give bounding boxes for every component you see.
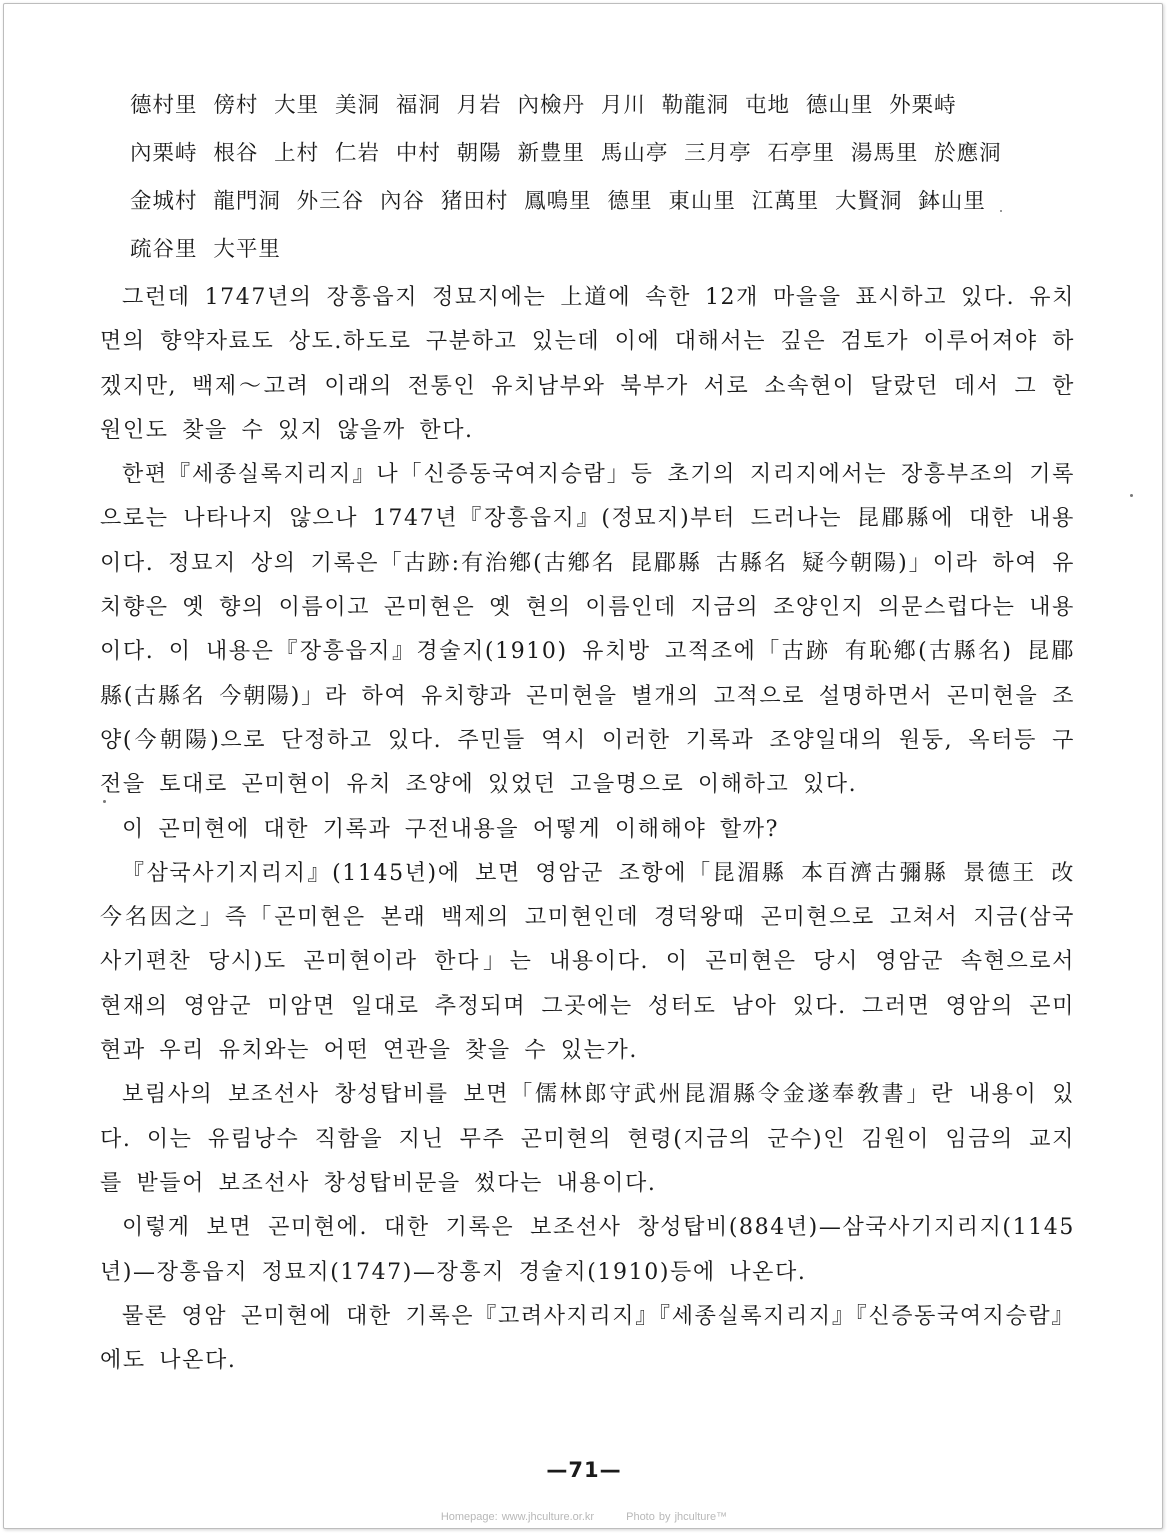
- body-paragraph: 한편『세종실록지리지』나「신증동국여지승람」등 초기의 지리지에서는 장흥부조의 기록으로는 나타나지 않으나 1747년『장흥읍지』(정묘지)부터 드러나는 昆郿縣에 대한 내용이다. 정묘지 상의 기록은「古跡:有治鄕(古鄕名 昆郿縣 古縣名 疑今朝陽)」이라 하여 유치향은 옛 향의 이름이고 곤미현은 옛 현의 이름인데 지금의 조양인지 의문스럽다는 내용이다. 이 내용은『장흥읍지』경술지(1910) 유치방 고적조에「古跡 有恥鄕(古縣名) 昆郿縣(古縣名 今朝陽)」라 하여 유치향과 곤미현을 별개의 고적으로 설명하면서 곤미현을 조양(今朝陽)으로 단정하고 있다. 주민들 역시 이러한 기록과 조양일대의 원둥, 옥터등 구전을 토대로 곤미현이 유치 조양에 있었던 고을명으로 이해하고 있다.: [100, 462, 1075, 798]
- village-name-line: 德村里 傍村 大里 美洞 福洞 月岩 內檢丹 月川 勒龍洞 屯地 德山里 外栗峙: [130, 93, 957, 118]
- village-name-line: 金城村 龍門洞 外三谷 內谷 猪田村 鳳鳴里 德里 東山里 江萬里 大賢洞 鉢山里: [130, 189, 986, 214]
- scan-speck: [1130, 494, 1133, 497]
- photo-credit: Photo by jhculture™: [626, 1511, 728, 1523]
- document-page: [100, 82, 1075, 1383]
- page-number: —71—: [546, 1458, 622, 1482]
- village-name-line: 內栗峙 根谷 上村 仁岩 中村 朝陽 新豊里 馬山亭 三月亭 石亭里 湯馬里 於應洞: [130, 141, 1002, 166]
- body-paragraph: 그런데 1747년의 장흥읍지 정묘지에는 上道에 속한 12개 마을을 표시하고 있다. 유치면의 향약자료도 상도.하도로 구분하고 있는데 이에 대해서는 깊은 검토가 이루어져야 하겠지만, 백제～고려 이래의 전통인 유치남부와 북부가 서로 소속현이 달랐던 데서 그 한 원인도 찾을 수 있지 않을까 한다.: [100, 285, 1075, 443]
- body-paragraph: 보림사의 보조선사 창성탑비를 보면「儒林郎守武州昆湄縣令金遂奉敎書」란 내용이 있다. 이는 유림낭수 직함을 지닌 무주 곤미현의 현령(지금의 군수)인 김원이 임금의 교지를 받들어 보조선사 창성탑비문을 썼다는 내용이다.: [100, 1082, 1075, 1196]
- watermark-footer: [0, 1511, 1168, 1523]
- homepage-link[interactable]: Homepage: www.jhculture.or.kr: [440, 1511, 595, 1523]
- scan-speck: [103, 800, 106, 803]
- scan-speck: [1000, 210, 1002, 212]
- body-paragraph: 이렇게 보면 곤미현에. 대한 기록은 보조선사 창성탑비(884년)—삼국사기지리지(1145년)—장흥읍지 정묘지(1747)—장흥지 경술지(1910)등에 나온다.: [100, 1215, 1075, 1285]
- village-name-line: 疏谷里 大平里: [130, 237, 281, 262]
- village-name-list: [100, 82, 1075, 274]
- body-paragraph: 『삼국사기지리지』(1145년)에 보면 영암군 조항에「昆湄縣 本百濟古彌縣 景德王 改今名因之」즉「곤미현은 본래 백제의 고미현인데 경덕왕때 곤미현으로 고쳐서 지금(삼국사기편찬 당시)도 곤미현이라 한다」는 내용이다. 이 곤미현은 당시 영암군 속현으로서 현재의 영암군 미암면 일대로 추정되며 그곳에는 성터도 남아 있다. 그러면 영암의 곤미현과 우리 유치와는 어떤 연관을 찾을 수 있는가.: [100, 860, 1075, 1064]
- body-paragraph: 물론 영암 곤미현에 대한 기록은『고려사지리지』『세종실록지리지』『신증동국여지승람』에도 나온다.: [100, 1303, 1075, 1374]
- body-paragraph: 이 곤미현에 대한 기록과 구전내용을 어떻게 이해해야 할까?: [122, 816, 779, 842]
